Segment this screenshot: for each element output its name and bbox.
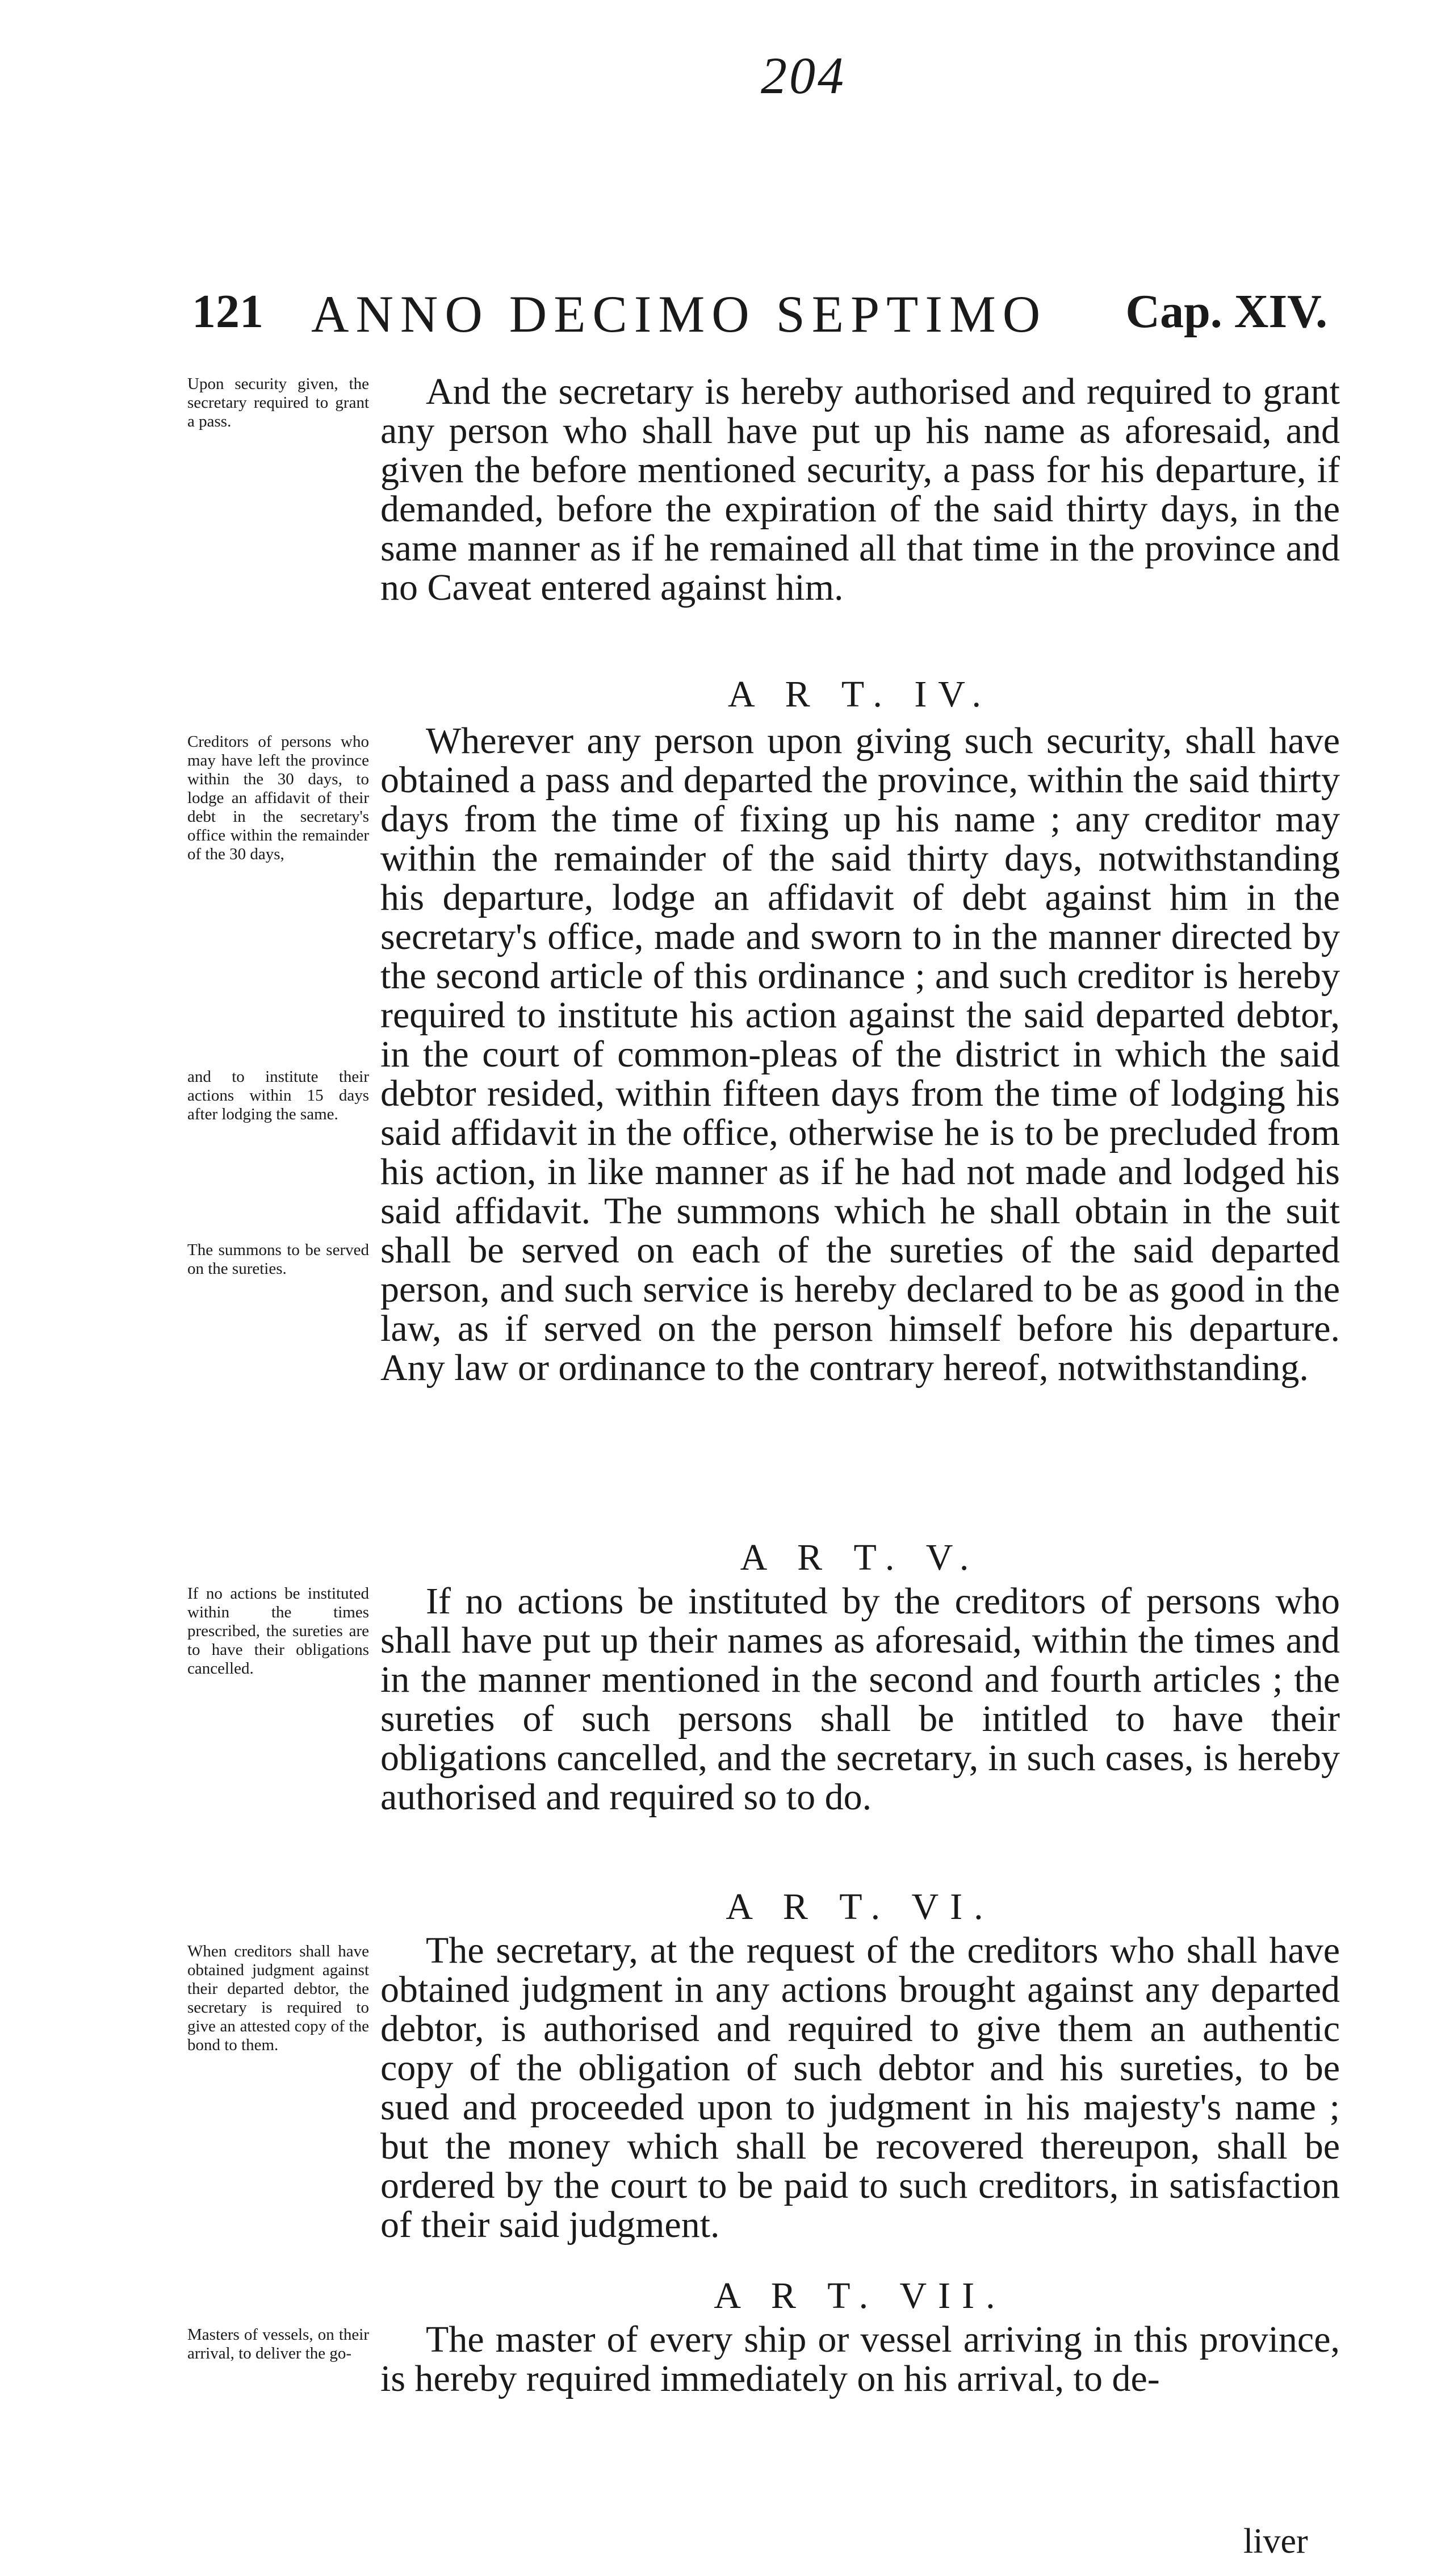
margin-note-sureties: If no actions be instituted within the times prescribed, the sureties are to have their obligations cancelled. <box>187 1584 369 1678</box>
paragraph-pass <box>380 372 1340 607</box>
article-vi-heading: A R T. VI. <box>726 1886 995 1927</box>
margin-note-judgment: When creditors shall have obtained judgment against their departed debtor, the secretary is required to give an attested copy of the bond to them. <box>187 1942 369 2054</box>
handwritten-page-number: 204 <box>761 47 846 104</box>
margin-note-masters: Masters of vessels, on their arrival, to deliver the go- <box>187 2326 369 2362</box>
paragraph-art-iv-text: Wherever any person upon giving such security, shall have obtained a pass and departed the province, within the said thirty days from the time of fixing up his name ; any creditor may within the remainder of the said thirty days, notwithstanding his departure, lodge an affidavit of debt against him in the secretary's office, made and sworn to in the manner directed by the second article of this ordinance ; and such creditor is hereby required to institute his action against the said departed debtor, in the court of common-pleas of the district in which the said debtor resided, within fifteen days from the time of lodging his said affidavit in the office, otherwise he is to be precluded from his action, in like manner as if he had not made and lodged his said affidavit. The summons which he shall obtain in the suit shall be served on each of the sureties of the said departed person, and such service is hereby declared to be as good in the law, as if served on the person himself before his departure. Any law or ordinance to the contrary hereof, notwithstanding. <box>380 720 1340 1389</box>
paragraph-art-vii <box>380 2320 1340 2398</box>
margin-note-pass: Upon security given, the secretary required to grant a pass. <box>187 375 369 430</box>
margin-note-summons: The summons to be served on the sureties. <box>187 1241 369 1278</box>
paragraph-art-vi-text: The secretary, at the request of the creditors who shall have obtained judgment in any actions brought against any departed debtor, is authorised and required to give them an authentic copy of the obligation of such debtor and his sureties, to be sued and proceeded upon to judgment in his majesty's name ; but the money which shall be recovered thereupon, shall be ordered by the court to be paid to such creditors, in satisfaction of their said judgment. <box>380 1930 1340 2245</box>
catchword: liver <box>1243 2522 1308 2561</box>
article-vii-heading: A R T. VII. <box>714 2275 1007 2316</box>
article-v-heading: A R T. V. <box>740 1537 981 1578</box>
paragraph-art-vi <box>380 1931 1340 2244</box>
margin-note-creditors: Creditors of persons who may have left the province within the 30 days, to lodge an affidavit of their debt in the secretary's office within the remainder of the 30 days, <box>187 733 369 863</box>
paragraph-art-iv <box>380 721 1340 1387</box>
header-chapter: Cap. XIV. <box>1125 285 1327 338</box>
margin-note-actions: and to institute their actions within 15 days after lodging the same. <box>187 1068 369 1123</box>
article-iv-heading: A R T. IV. <box>728 674 992 715</box>
header-page-number: 121 <box>192 285 263 338</box>
paragraph-art-vii-text: The master of every ship or vessel arriving in this province, is hereby required immediately on his arrival, to de- <box>380 2319 1340 2399</box>
paragraph-art-v <box>380 1582 1340 1817</box>
page-header <box>192 284 1327 352</box>
header-title: ANNO DECIMO SEPTIMO <box>311 285 1048 343</box>
paragraph-art-v-text: If no actions be instituted by the creditors of persons who shall have put up their names as aforesaid, within the times and in the manner mentioned in the second and fourth articles ; the sureties of such persons shall be intitled to have their obligations cancelled, and the secretary, in such cases, is hereby authorised and required so to do. <box>380 1580 1340 1818</box>
paragraph-pass-text: And the secretary is hereby authorised and required to grant any person who shall have put up his name as aforesaid, and given the before mentioned security, a pass for his departure, if demanded, before the expiration of the said thirty days, in the same manner as if he remained all that time in the province and no Caveat entered against him. <box>380 371 1340 608</box>
